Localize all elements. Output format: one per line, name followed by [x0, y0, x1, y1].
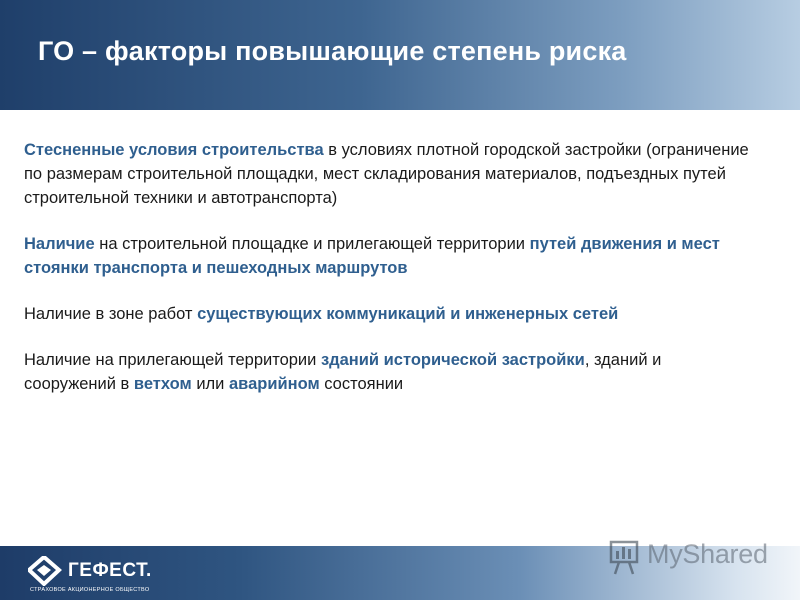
highlight-text: зданий исторической застройки	[320, 351, 585, 369]
logo-name: ГЕФЕСТ.	[68, 560, 152, 581]
body-text: состоянии	[319, 375, 404, 393]
watermark-text: MyShared	[647, 539, 768, 569]
body-text: на строительной площадке и прилегающей территории	[94, 235, 530, 253]
paragraph	[24, 348, 754, 396]
body-text: в условиях плотной городской застройки (ограничение по размерам строительной площадки, мест складирования материалов, подъездных путей строительной техники и автотранспорта)	[24, 141, 749, 207]
body-text: Наличие на прилегающей территории	[24, 351, 321, 369]
paragraph	[24, 138, 754, 210]
slide-title: ГО – факторы повышающие степень риска	[38, 36, 627, 66]
logo-subtitle: СТРАХОВОЕ АКЦИОНЕРНОЕ ОБЩЕСТВО	[30, 587, 150, 593]
paragraph	[24, 232, 754, 280]
highlight-text: Стесненные условия строительства	[24, 141, 324, 159]
body-text: , зданий и сооружений в	[24, 351, 662, 393]
myshared-icon	[607, 538, 643, 578]
highlight-text: существующих коммуникаций и инженерных сетей	[197, 305, 619, 323]
highlight-text: Наличие	[24, 235, 95, 253]
body-text: или	[191, 375, 229, 393]
body-text: Наличие в зоне работ	[24, 305, 198, 323]
highlight-text: путей движения и мест стоянки транспорта и пешеходных маршрутов	[24, 235, 720, 277]
company-logo	[28, 556, 158, 596]
slide-content	[24, 138, 754, 418]
highlight-text: аварийном	[228, 375, 320, 393]
watermark	[607, 536, 777, 580]
paragraph	[24, 302, 754, 326]
slide-header	[0, 0, 800, 110]
gefest-logo-icon	[28, 556, 64, 586]
highlight-text: ветхом	[133, 375, 192, 393]
